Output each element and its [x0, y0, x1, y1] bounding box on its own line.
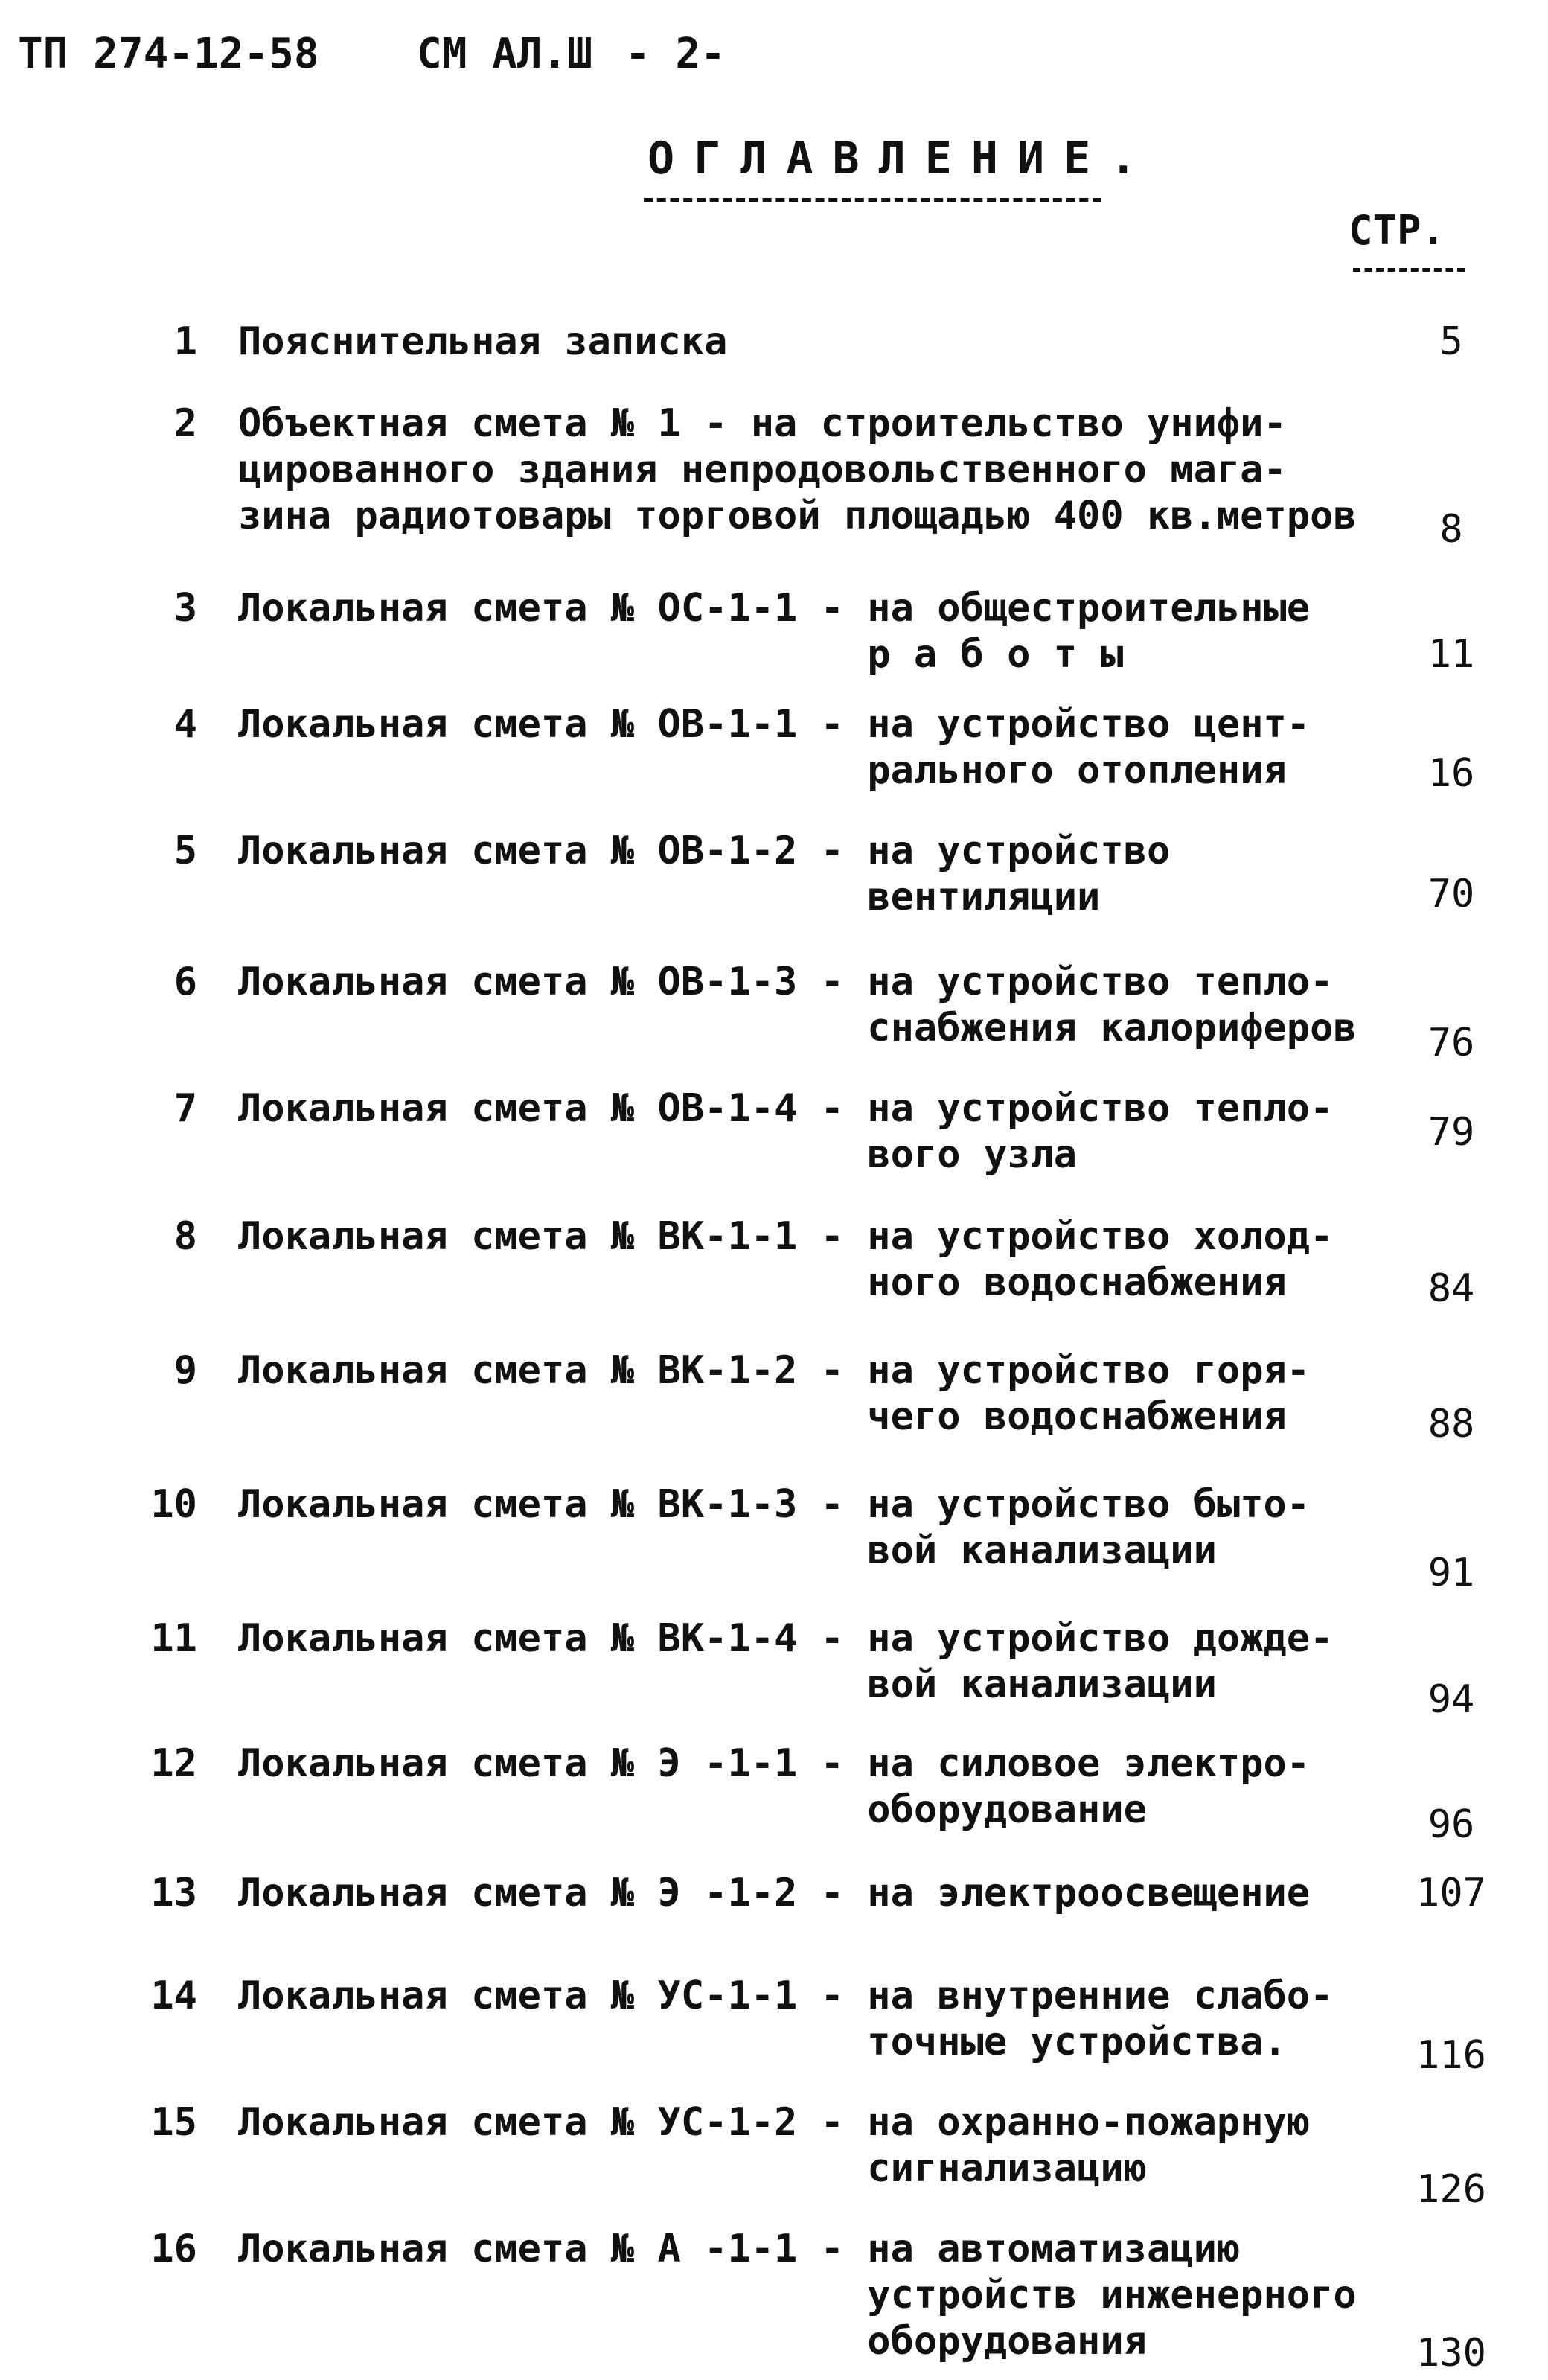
entry-number: 2 [173, 401, 197, 446]
entry-page-number: 91 [1427, 1551, 1475, 1595]
entry-text-line: оборудования [867, 2319, 1147, 2364]
entry-text-line: на электроосвещение [867, 1871, 1311, 1915]
entry-text-line: сигнализацию [867, 2146, 1147, 2191]
entry-description [867, 1213, 1340, 1306]
entry-estimate-label: Локальная смета № Э -1-1 - [238, 1741, 868, 1786]
entry-description [867, 1085, 1340, 1178]
entry-number: 6 [173, 960, 197, 1004]
entry-estimate-label: Локальная смета № УС-1-2 - [238, 2100, 868, 2145]
entry-page-number: 70 [1427, 872, 1475, 916]
entry-page-number: 8 [1439, 507, 1463, 552]
entry-title [238, 701, 1340, 794]
entry-text-line: на устройство быто- [867, 1482, 1311, 1527]
entry-page-number: 126 [1416, 2167, 1486, 2212]
entry-page-number: 11 [1427, 632, 1475, 677]
entry-text-line: Пояснительная записка [238, 319, 728, 364]
entry-text-line: на устройство цент- [867, 702, 1311, 747]
entry-text-line: на устройство [867, 829, 1171, 873]
entry-page-number: 16 [1427, 751, 1475, 796]
entry-number: 13 [150, 1871, 197, 1915]
entry-page-number: 76 [1427, 1021, 1475, 1065]
entry-text-line: на внутренние слабо- [867, 1974, 1334, 2018]
entry-page-number: 94 [1427, 1677, 1475, 1722]
entry-number: 3 [173, 586, 197, 631]
page-column-underline [1353, 268, 1465, 272]
entry-number: 15 [150, 2100, 197, 2145]
entry-text-line: на автоматизацию [867, 2227, 1241, 2271]
entry-text-line: на устройство холод- [867, 1214, 1334, 1259]
entry-text-line: на силовое электро- [867, 1741, 1311, 1786]
entry-estimate-label: Локальная смета № А -1-1 - [238, 2227, 868, 2271]
entry-number: 16 [150, 2227, 197, 2271]
entry-text-line: на устройство тепло- [867, 1086, 1334, 1131]
entry-text-line: оборудование [867, 1787, 1147, 1832]
entry-text-line: снабжения калориферов [867, 1006, 1357, 1050]
entry-text-line: вой канализации [867, 1528, 1217, 1573]
entry-number: 4 [173, 702, 197, 747]
entry-description [867, 1973, 1340, 2065]
entry-number: 1 [173, 319, 197, 364]
entry-title [238, 1213, 1340, 1306]
entry-page-number: 96 [1427, 1802, 1475, 1847]
series-code: СМ АЛ.Ш [417, 30, 593, 78]
entry-page-number: 84 [1427, 1266, 1475, 1311]
entry-page-number: 130 [1416, 2331, 1486, 2376]
entry-text-line: ного водоснабжения [867, 1260, 1287, 1305]
entry-description [867, 1615, 1340, 1708]
entry-title [238, 1615, 1340, 1708]
entry-estimate-label: Локальная смета № ОС-1-1 - [238, 586, 868, 631]
entry-text-line: Объектная смета № 1 - на строительство унифи- [238, 401, 1287, 446]
entry-text-line: р а б о т ы [867, 632, 1124, 677]
entry-number: 5 [173, 829, 197, 873]
entry-page-number: 107 [1416, 1871, 1486, 1915]
entry-estimate-label: Локальная смета № ВК-1-2 - [238, 1348, 868, 1393]
entry-description [867, 2099, 1340, 2192]
page-column-label: СТР. [1349, 207, 1446, 254]
entry-text-line: на устройство дожде- [867, 1616, 1334, 1661]
entry-number: 7 [173, 1086, 197, 1131]
entry-text-line: вентиляции [867, 875, 1101, 919]
page-number: - 2- [625, 30, 726, 78]
title-underline [644, 198, 1101, 202]
entry-title [238, 1973, 1340, 2065]
entry-description [867, 959, 1356, 1051]
entry-estimate-label: Локальная смета № ОВ-1-2 - [238, 829, 868, 873]
entry-description [867, 1347, 1340, 1440]
entry-description [867, 1741, 1340, 1833]
entry-number: 8 [173, 1214, 197, 1259]
entry-text-line: цированного здания непродовольственного мага- [238, 447, 1287, 492]
entry-number: 14 [150, 1974, 197, 2018]
entry-title [238, 1347, 1340, 1440]
entry-title [238, 1085, 1340, 1178]
entry-title [238, 1870, 1340, 1916]
entry-text-line: вой канализации [867, 1662, 1217, 1707]
entry-title [238, 1741, 1340, 1833]
entry-description [867, 701, 1340, 794]
entry-number: 11 [150, 1616, 197, 1661]
entry-description [867, 828, 1340, 920]
entry-title [238, 828, 1340, 920]
entry-estimate-label: Локальная смета № ВК-1-3 - [238, 1482, 868, 1527]
entry-description [867, 2226, 1356, 2364]
entry-text-line: рального отопления [867, 748, 1287, 793]
entry-page-number: 5 [1439, 319, 1463, 364]
entry-estimate-label: Локальная смета № Э -1-2 - [238, 1871, 868, 1915]
entry-page-number: 79 [1427, 1110, 1475, 1155]
entry-number: 12 [150, 1741, 197, 1786]
entry-text-line: зина радиотовары торговой площадью 400 кв.метров [238, 494, 1357, 538]
entry-title [238, 959, 1357, 1051]
entry-text-line: на общестроительные [867, 586, 1311, 631]
entry-page-number: 88 [1427, 1402, 1475, 1446]
entry-text-line: на охранно-пожарную [867, 2100, 1311, 2145]
entry-title [238, 585, 1340, 677]
entry-estimate-label: Локальная смета № ВК-1-4 - [238, 1616, 868, 1661]
entry-number: 9 [173, 1348, 197, 1393]
entry-title [238, 1481, 1340, 1574]
entry-estimate-label: Локальная смета № УС-1-1 - [238, 1974, 868, 2018]
entry-text-line: чего водоснабжения [867, 1394, 1287, 1439]
entry-text-line: устройств инженерного [867, 2273, 1357, 2317]
entry-text-line: вого узла [867, 1132, 1078, 1177]
entry-title [238, 401, 1357, 539]
entry-number: 10 [150, 1482, 197, 1527]
page-title: ОГЛАВЛЕНИЕ. [647, 133, 1157, 185]
entry-description [867, 1870, 1340, 1916]
document-number: ТП 274-12-58 [18, 30, 319, 78]
entry-text-line: на устройство горя- [867, 1348, 1311, 1393]
entry-page-number: 116 [1416, 2033, 1486, 2078]
entry-estimate-label: Локальная смета № ОВ-1-4 - [238, 1086, 868, 1131]
entry-estimate-label: Локальная смета № ВК-1-1 - [238, 1214, 868, 1259]
entry-description [867, 585, 1340, 677]
entry-text-line: на устройство тепло- [867, 960, 1334, 1004]
entry-estimate-label: Локальная смета № ОВ-1-1 - [238, 702, 868, 747]
entry-title [238, 2226, 1357, 2364]
entry-text-line: точные устройства. [867, 2020, 1287, 2064]
entry-title [238, 2099, 1340, 2192]
entry-description [867, 1481, 1340, 1574]
entry-estimate-label: Локальная смета № ОВ-1-3 - [238, 960, 868, 1004]
entry-title [238, 319, 1340, 365]
